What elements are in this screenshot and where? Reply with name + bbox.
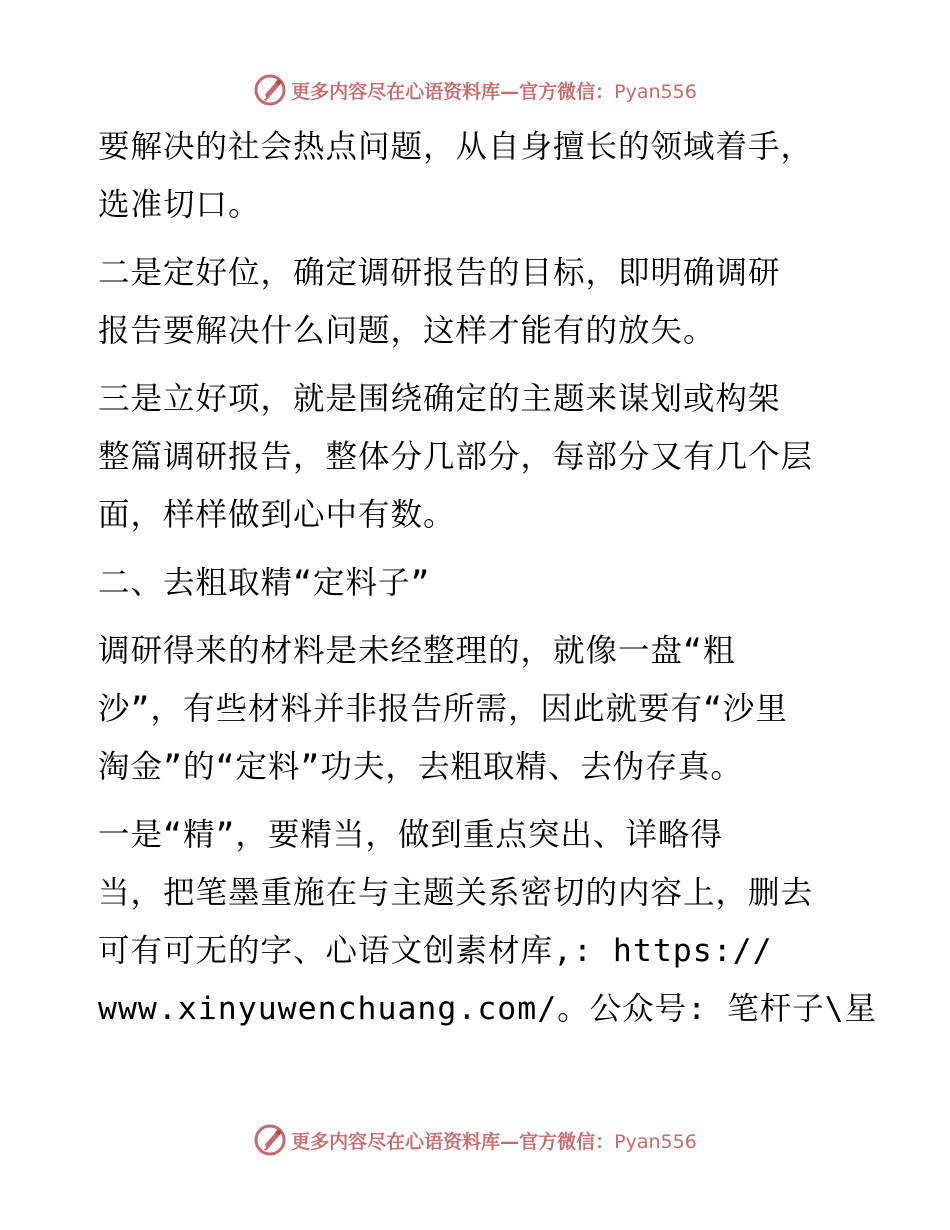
paragraph [98, 370, 858, 544]
paragraph [98, 806, 878, 1038]
text-line: 可有可无的字、心语文创素材库,: https:// [98, 933, 773, 969]
text-line: 选准切口。 [98, 187, 261, 223]
text-line: 调研得来的材料是未经整理的，就像一盘“粗 [98, 633, 736, 669]
header-banner-text: 更多内容尽在心语资料库—官方微信：Pyan556 [291, 80, 697, 103]
text-line: 要解决的社会热点问题，从自身擅长的领域着手， [98, 129, 814, 165]
text-line: www.xinyuwenchuang.com/。公众号: 笔杆子\星 [98, 991, 878, 1027]
pen-logo-icon [253, 1123, 287, 1157]
footer-banner-text: 更多内容尽在心语资料库—官方微信：Pyan556 [291, 1130, 697, 1153]
text-line: 二、去粗取精“定料子” [98, 565, 431, 601]
paragraph [98, 244, 858, 360]
header-banner [0, 70, 950, 110]
header-banner-id: Pyan556 [614, 80, 697, 103]
text-line: 整篇调研报告，整体分几部分，每部分又有几个层 [98, 439, 814, 475]
paragraph [98, 118, 858, 234]
paragraph [98, 622, 858, 796]
text-line: 面，样样做到心中有数。 [98, 497, 456, 533]
pen-logo-icon [253, 73, 287, 107]
text-line: 二是定好位，确定调研报告的目标，即明确调研 [98, 255, 781, 291]
footer-banner [0, 1120, 950, 1160]
text-line: 淘金”的“定料”功夫，去粗取精、去伪存真。 [98, 749, 743, 785]
footer-banner-id: Pyan556 [614, 1130, 697, 1153]
section-heading [98, 554, 858, 612]
text-line: 一是“精”，要精当，做到重点突出、详略得 [98, 817, 723, 853]
text-line: 报告要解决什么问题，这样才能有的放矢。 [98, 313, 716, 349]
text-line: 三是立好项，就是围绕确定的主题来谋划或构架 [98, 381, 781, 417]
document-body [98, 118, 878, 1048]
text-line: 沙”，有些材料并非报告所需，因此就要有“沙里 [98, 691, 788, 727]
text-line: 当，把笔墨重施在与主题关系密切的内容上，删去 [98, 875, 814, 911]
